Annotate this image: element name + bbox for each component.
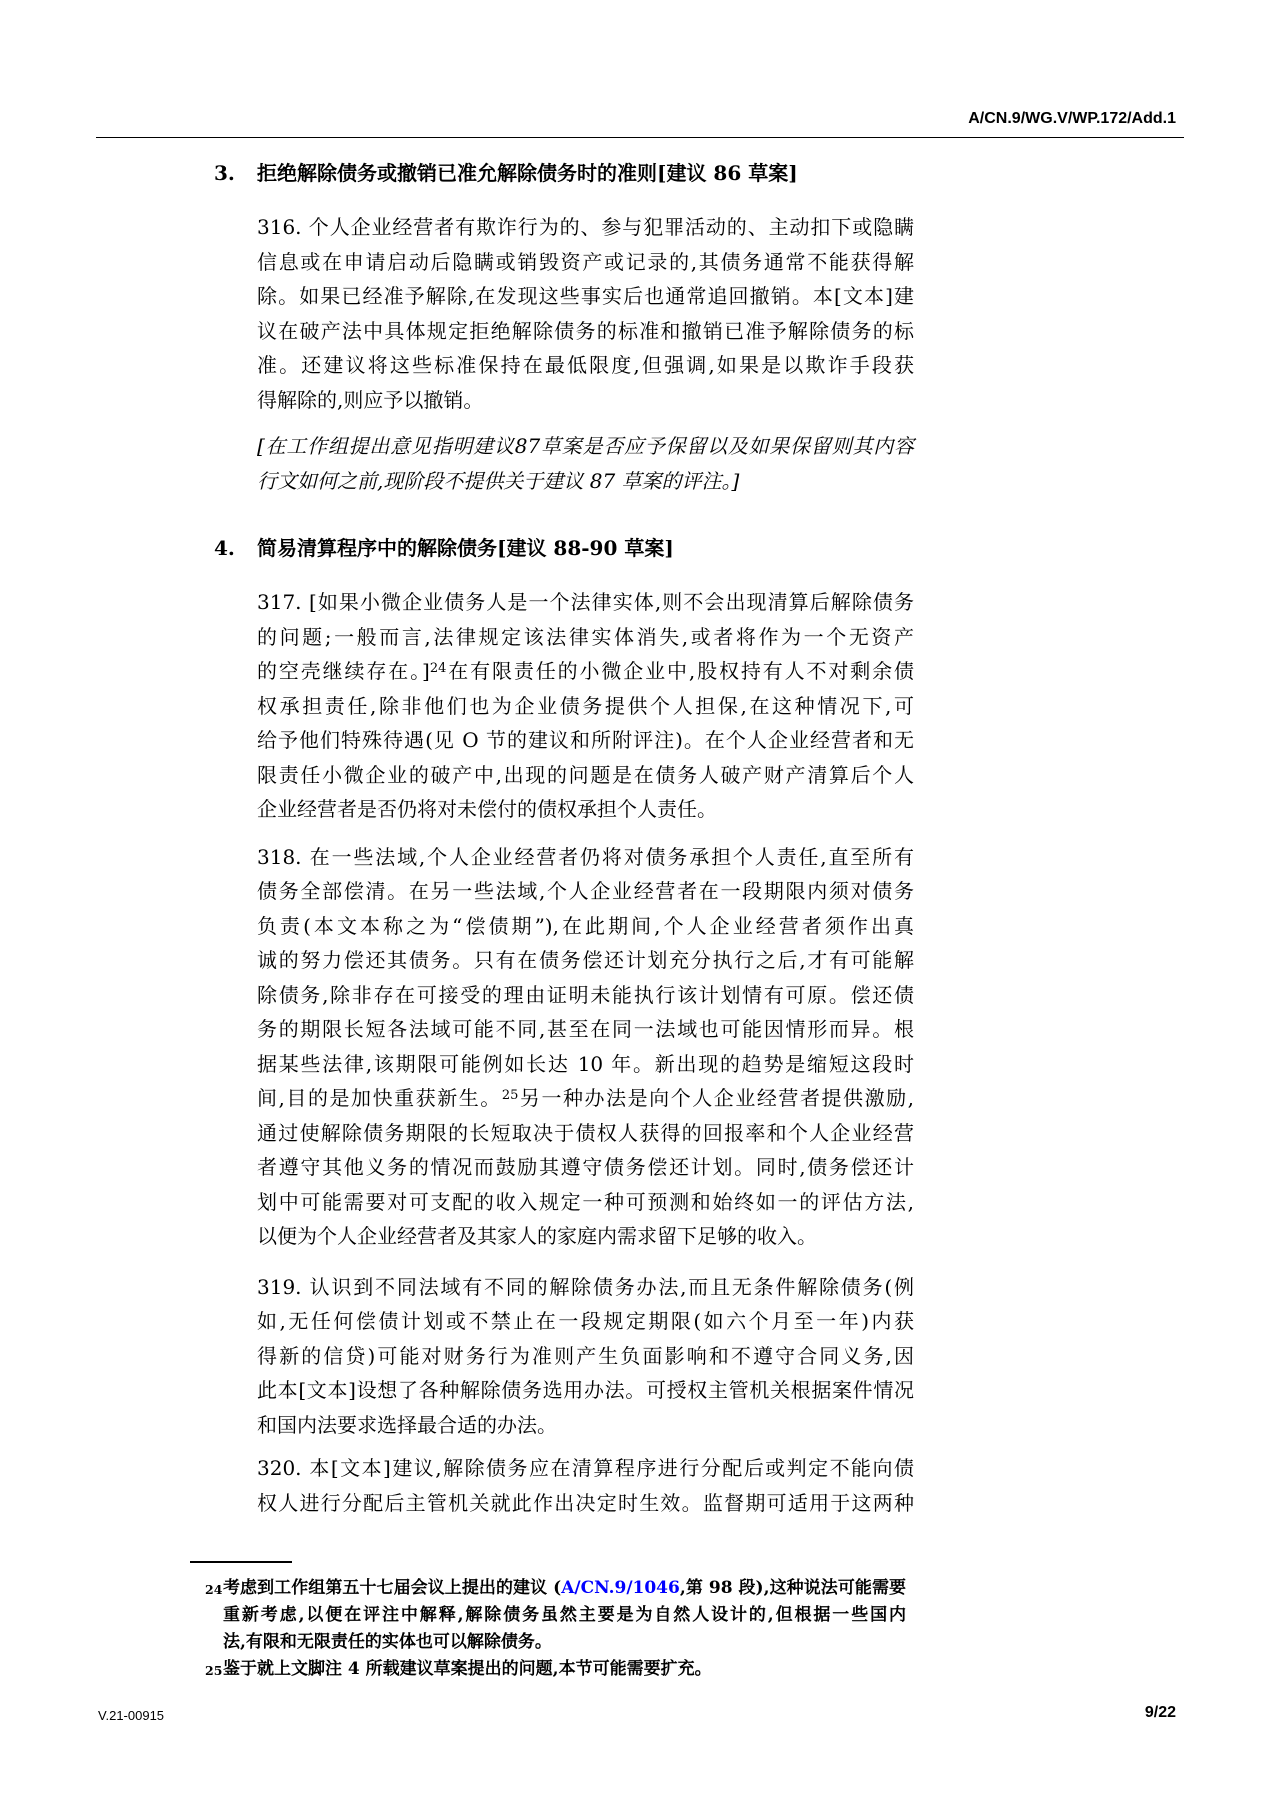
section-number: 3. bbox=[214, 161, 235, 185]
text-run: 负责(本文本称之为“偿债期”),在此期间,个人企业经营者须作出真 bbox=[257, 913, 914, 938]
text-run: 重新考虑,以便在评注中解释,解除债务虽然主要是为自然人设计的,但根据一些国内 bbox=[223, 1605, 906, 1625]
text-run: 320. 本[文本]建议,解除债务应在清算程序进行分配后或判定不能向债 bbox=[257, 1456, 914, 1480]
text-line bbox=[257, 464, 914, 499]
text-run: 如,无任何偿债计划或不禁止在一段规定期限(如六个月至一年)内获 bbox=[257, 1309, 914, 1333]
text-run: 的空壳继续存在。] bbox=[257, 659, 430, 683]
text-line bbox=[257, 1373, 914, 1408]
text-run: 得解除的,则应予以撤销。 bbox=[257, 387, 484, 412]
text-run: 另一种办法是向个人企业经营者提供激励, bbox=[518, 1086, 915, 1110]
text-run: 除债务,除非存在可接受的理由证明未能执行该计划情有可原。偿还债 bbox=[257, 982, 914, 1007]
text-line bbox=[257, 1304, 914, 1339]
section-heading-4 bbox=[214, 536, 914, 560]
text-run: 诚的努力偿还其债务。只有在债务偿还计划充分执行之后,才有可能解 bbox=[257, 948, 914, 972]
text-run: 317. [如果小微企业债务人是一个法律实体,则不会出现清算后解除债务 bbox=[257, 590, 914, 614]
text-line bbox=[223, 1575, 906, 1602]
text-run: 权人进行分配后主管机关就此作出决定时生效。监督期可适用于这两种 bbox=[257, 1490, 914, 1515]
footnote-25 bbox=[190, 1656, 906, 1683]
text-line bbox=[223, 1656, 906, 1683]
text-run: 行文如何之前,现阶段不提供关于建议 87 草案的评注。] bbox=[257, 468, 740, 493]
text-line bbox=[257, 1185, 914, 1220]
text-line bbox=[257, 279, 914, 314]
editorial-note bbox=[257, 429, 914, 498]
text-run: 债务全部偿清。在另一些法域,个人企业经营者在一段期限内须对债务 bbox=[257, 879, 914, 903]
text-run: 信息或在申请启动后隐瞒或销毁资产或记录的,其债务通常不能获得解 bbox=[257, 249, 914, 274]
document-body bbox=[214, 161, 915, 1520]
text-line bbox=[257, 1408, 914, 1443]
text-line bbox=[257, 792, 914, 827]
text-line bbox=[257, 1451, 914, 1486]
text-line bbox=[257, 943, 914, 978]
text-run: 316. 个人企业经营者有欺诈行为的、参与犯罪活动的、主动扣下或隐瞒 bbox=[257, 215, 914, 239]
text-line bbox=[257, 1116, 914, 1151]
footer-page-number: 9/22 bbox=[1144, 1704, 1176, 1721]
text-line bbox=[257, 1012, 914, 1047]
text-run: 务的期限长短各法域可能不同,甚至在同一法域也可能因情形而异。根 bbox=[257, 1017, 914, 1041]
text-line bbox=[257, 585, 914, 620]
footnote-text bbox=[223, 1656, 906, 1683]
section-title: 拒绝解除债务或撤销已准允解除债务时的准则[建议 86 草案] bbox=[257, 161, 798, 185]
text-line bbox=[223, 1629, 906, 1656]
text-line bbox=[257, 620, 914, 655]
section-number: 4. bbox=[214, 536, 235, 560]
text-line bbox=[257, 909, 914, 944]
text-run: 者遵守其他义务的情况而鼓励其遵守债务偿还计划。同时,债务偿还计 bbox=[257, 1155, 914, 1179]
footnote-24 bbox=[190, 1575, 906, 1656]
text-run: 鉴于就上文脚注 4 所载建议草案提出的问题,本节可能需要扩充。 bbox=[223, 1659, 712, 1679]
text-line bbox=[257, 840, 914, 875]
text-run: 以便为个人企业经营者及其家人的家庭内需求留下足够的收入。 bbox=[257, 1224, 817, 1248]
footnote-separator bbox=[190, 1561, 292, 1563]
text-run: 给予他们特殊待遇(见 O 节的建议和所附评注)。在个人企业经营者和无 bbox=[257, 728, 914, 752]
text-line bbox=[257, 1150, 914, 1185]
text-run: 318. 在一些法域,个人企业经营者仍将对债务承担个人责任,直至所有 bbox=[257, 844, 914, 869]
text-run: 的问题;一般而言,法律规定该法律实体消失,或者将作为一个无资产 bbox=[257, 624, 914, 649]
text-run: 得新的信贷)可能对财务行为准则产生负面影响和不遵守合同义务,因 bbox=[257, 1343, 914, 1368]
text-line bbox=[257, 314, 914, 349]
text-run: 据某些法律,该期限可能例如长达 10 年。新出现的趋势是缩短这段时 bbox=[257, 1051, 914, 1076]
text-line bbox=[257, 758, 914, 793]
paragraph-319 bbox=[257, 1270, 914, 1443]
section-title: 简易清算程序中的解除债务[建议 88-90 草案] bbox=[257, 536, 674, 560]
text-run: 法,有限和无限责任的实体也可以解除债务。 bbox=[223, 1632, 552, 1652]
text-run: 划中可能需要对可支配的收入规定一种可预测和始终如一的评估方法, bbox=[257, 1189, 914, 1214]
text-run: 议在破产法中具体规定拒绝解除债务的标准和撤销已准予解除债务的标 bbox=[257, 318, 914, 343]
text-run: 319. 认识到不同法域有不同的解除债务办法,而且无条件解除债务(例 bbox=[257, 1274, 914, 1299]
footnote-text bbox=[223, 1575, 906, 1656]
text-line bbox=[257, 429, 914, 464]
text-run: 限责任小微企业的破产中,出现的问题是在债务人破产财产清算后个人 bbox=[257, 762, 914, 787]
footnote-ref[interactable]: 25 bbox=[501, 1088, 519, 1103]
text-line bbox=[257, 1219, 914, 1254]
text-run: 考虑到工作组第五十七届会议上提出的建议 ( bbox=[223, 1578, 562, 1598]
footnote-marker: 24 bbox=[205, 1582, 223, 1597]
text-line bbox=[257, 978, 914, 1013]
text-line bbox=[257, 348, 914, 383]
text-run: [在工作组提出意见指明建议87草案是否应予保留以及如果保留则其内容 bbox=[257, 434, 914, 458]
text-run: 通过使解除债务期限的长短取决于债权人获得的回报率和个人企业经营 bbox=[257, 1120, 914, 1145]
text-run: 除。如果已经准予解除,在发现这些事实后也通常追回撤销。本[文本]建 bbox=[257, 284, 914, 308]
text-run: 权承担责任,除非他们也为企业债务提供个人担保,在这种情况下,可 bbox=[257, 693, 914, 718]
text-line bbox=[257, 1270, 914, 1305]
text-run: 企业经营者是否仍将对未偿付的债权承担个人责任。 bbox=[257, 797, 717, 821]
text-line bbox=[257, 210, 914, 245]
text-line bbox=[257, 1081, 914, 1116]
text-run: ,第 98 段),这种说法可能需要 bbox=[679, 1578, 907, 1598]
paragraph-320 bbox=[257, 1451, 914, 1520]
document-link[interactable]: A/CN.9/1046 bbox=[561, 1578, 680, 1598]
footnotes-section bbox=[190, 1561, 906, 1683]
text-run: 和国内法要求选择最合适的办法。 bbox=[257, 1412, 557, 1437]
footnote-marker: 25 bbox=[205, 1663, 223, 1678]
text-line bbox=[257, 874, 914, 909]
text-line bbox=[257, 1047, 914, 1082]
text-line bbox=[257, 383, 914, 418]
footnote-ref[interactable]: 24 bbox=[429, 661, 447, 676]
text-line bbox=[257, 1486, 914, 1521]
text-run: 准。还建议将这些标准保持在最低限度,但强调,如果是以欺诈手段获 bbox=[257, 353, 914, 377]
text-line bbox=[257, 1339, 914, 1374]
text-line bbox=[257, 245, 914, 280]
text-line bbox=[257, 689, 914, 724]
header-rule bbox=[96, 137, 1184, 138]
paragraph-318 bbox=[257, 840, 914, 1254]
text-run: 间,目的是加快重获新生。 bbox=[257, 1086, 502, 1110]
text-line bbox=[257, 654, 914, 689]
section-heading-3 bbox=[214, 161, 914, 185]
text-run: 此本[文本]设想了各种解除债务选用办法。可授权主管机关根据案件情况 bbox=[257, 1378, 914, 1402]
paragraph-317 bbox=[257, 585, 914, 827]
text-line bbox=[223, 1602, 906, 1629]
paragraph-316 bbox=[257, 210, 914, 417]
footer-document-number: V.21-00915 bbox=[98, 1708, 165, 1723]
document-symbol: A/CN.9/WG.V/WP.172/Add.1 bbox=[968, 110, 1176, 127]
text-line bbox=[257, 723, 914, 758]
text-run: 在有限责任的小微企业中,股权持有人不对剩余债 bbox=[446, 659, 914, 683]
